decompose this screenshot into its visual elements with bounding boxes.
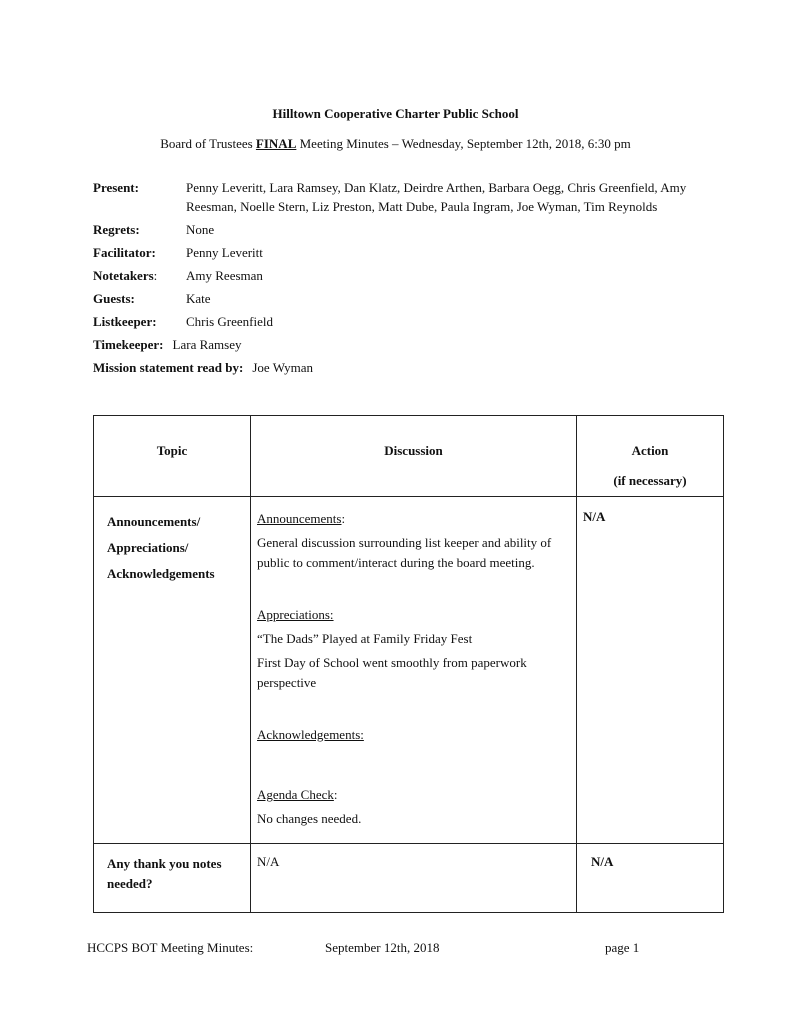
acknowledgements-heading: Acknowledgements: [257, 727, 364, 742]
discussion-header: Discussion [251, 416, 577, 497]
present-value: Penny Leveritt, Lara Ramsey, Dan Klatz, Deirdre Arthen, Barbara Oegg, Chris Greenfield, Amy Reesman, Noelle Stern, Liz Preston, Matt Dube, Paula Ingram, Joe Wyman, Tim Reynolds [186, 180, 687, 214]
topic-header: Topic [94, 416, 251, 497]
table-row [94, 497, 724, 844]
notetakers-row [93, 266, 713, 285]
regrets-label: Regrets: [93, 222, 140, 237]
appreciations-heading: Appreciations: [257, 607, 334, 622]
notetakers-label-wrap [93, 266, 186, 285]
mission-value: Joe Wyman [252, 360, 314, 375]
facilitator-value: Penny Leveritt [186, 245, 263, 260]
guests-value: Kate [186, 291, 211, 306]
announcements-text: General discussion surrounding list keeper and ability of public to comment/interact during the board meeting. [257, 535, 552, 570]
agenda-check-heading: Agenda Check: [257, 787, 338, 802]
mission-label: Mission statement read by: [93, 360, 244, 375]
page-footer [87, 940, 647, 960]
guests-row [93, 289, 713, 308]
present-label: Present: [93, 180, 139, 195]
facilitator-row [93, 243, 713, 262]
announcements-heading: Announcements: [257, 511, 346, 526]
subtitle-final-badge: FINAL [255, 136, 297, 151]
appreciation-item: First Day of School went smoothly from paperwork perspective [257, 655, 527, 690]
discussion-cell: N/A [251, 844, 577, 913]
timekeeper-label: Timekeeper: [93, 337, 164, 352]
agenda-check-text: No changes needed. [257, 811, 362, 826]
action-header-note: (if necessary) [613, 473, 687, 488]
document-title: Hilltown Cooperative Charter Public School [272, 106, 519, 121]
subtitle-prefix: Board of Trustees [160, 136, 256, 151]
notetakers-colon: : [153, 268, 158, 283]
facilitator-label: Facilitator: [93, 245, 156, 260]
guests-label: Guests: [93, 291, 135, 306]
table-row [94, 844, 724, 913]
action-cell: N/A [577, 844, 724, 913]
listkeeper-value: Chris Greenfield [186, 314, 274, 329]
footer-date: September 12th, 2018 [325, 940, 440, 955]
topic-line: Announcements/ [107, 514, 201, 529]
table-header-row [94, 416, 724, 497]
listkeeper-row [93, 312, 713, 331]
subtitle-suffix: Meeting Minutes – Wednesday, September 12th, 2018, 6:30 pm [296, 136, 631, 151]
listkeeper-label: Listkeeper: [93, 314, 157, 329]
regrets-value: None [186, 222, 215, 237]
footer-title: HCCPS BOT Meeting Minutes: [87, 940, 254, 955]
appreciation-item: “The Dads” Played at Family Friday Fest [257, 631, 473, 646]
notetakers-value: Amy Reesman [186, 268, 263, 283]
action-cell: N/A [577, 497, 724, 844]
topic-line: Appreciations/ [107, 540, 189, 555]
action-header [577, 416, 724, 497]
mission-row [93, 358, 713, 377]
timekeeper-row [93, 335, 713, 354]
attendance-block [93, 178, 713, 381]
minutes-table [93, 415, 724, 913]
topic-cell [94, 497, 251, 844]
timekeeper-value: Lara Ramsey [172, 337, 242, 352]
document-subtitle [0, 136, 791, 152]
present-row [93, 178, 713, 216]
regrets-row [93, 220, 713, 239]
topic-cell: Any thank you notes needed? [94, 844, 251, 913]
notetakers-label: Notetakers [93, 268, 154, 283]
action-header-label: Action [631, 443, 669, 458]
topic-line: Acknowledgements [107, 566, 215, 581]
page-number: page 1 [605, 940, 640, 955]
discussion-cell [251, 497, 577, 844]
